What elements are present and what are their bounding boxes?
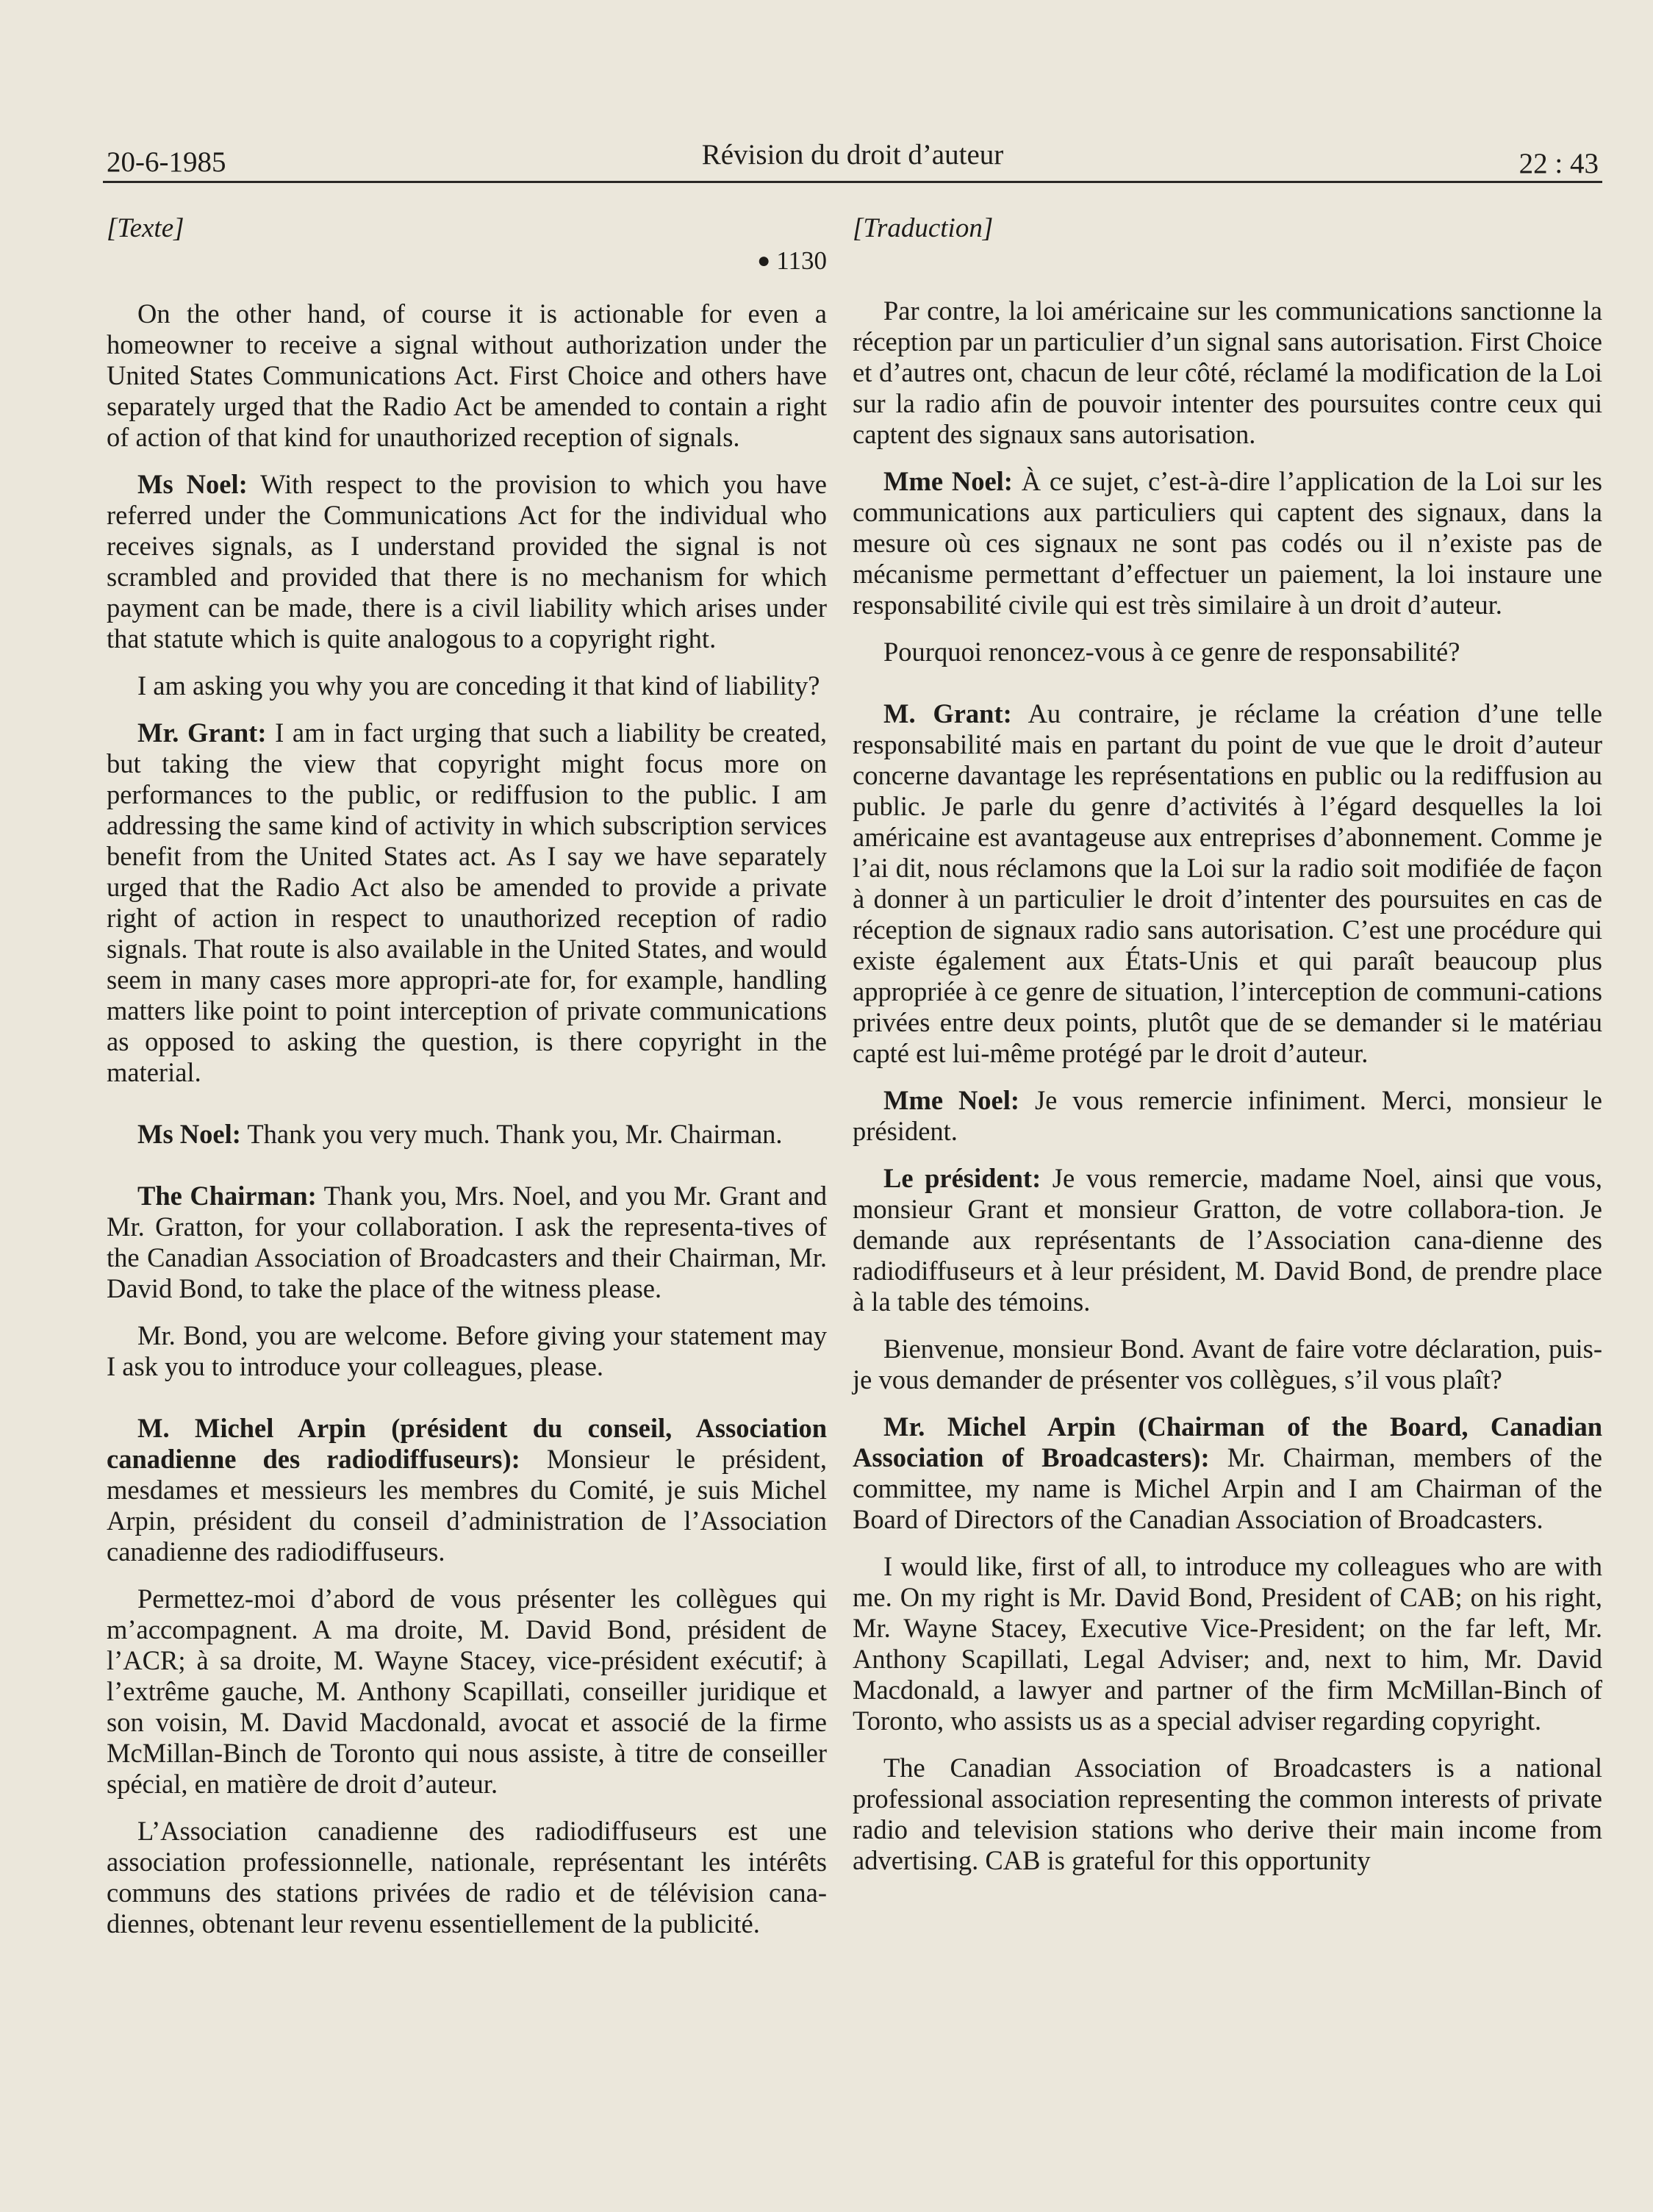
paragraph xyxy=(107,717,827,1088)
paragraph: Bienvenue, monsieur Bond. Avant de faire votre déclaration, puis-je vous demander de présenter vos collègues, s’il vous plaît? xyxy=(853,1334,1602,1395)
speaker-name: Mr. Michel Arpin (Chairman of the Board, Canadian Association of Broadcasters): xyxy=(853,1411,1602,1472)
paragraph-text: Au contraire, je réclame la création d’une telle responsabilité mais en partant du point de vue que le droit d’auteur concerne davantage les représentations en public ou la rediffusion au public. Je parle du genre d’activités à l’égard desquelles la loi américaine est avantageuse aux entreprises d’abonnement. Comme je l’ai dit, nous réclamons que la Loi sur la radio soit modifiée de façon à donner à un particulier le droit d’intenter des poursuites en cas de réception de signaux radio sans autorisation. C’est une procédure qui existe également aux États-Unis et qui paraît beaucoup plus appropriée à ce genre de situation, l’interception de communi-cations privées entre deux points, plutôt que de se demander si le matériau capté est lui-même protégé par le droit d’auteur. xyxy=(853,698,1602,1068)
header-date: 20-6-1985 xyxy=(107,146,226,178)
paragraph-text: I am in fact urging that such a liability be created, but taking the view that copyright might focus more on performances to the public, or rediffusion to the public. I am addressing the same kind of activity in which subscription services benefit from the United States act. As I say we have separately urged that the Radio Act also be amended to provide a private right of action in respect to unauthorized reception of radio signals. That route is also available in the United States, and would seem in many cases more appropri-ate for, for example, handling matters like point to point interception of private communications as opposed to asking the question, is there copyright in the material. xyxy=(107,717,828,1087)
right-label-text: Traduction xyxy=(863,213,983,243)
speaker-name: Le président: xyxy=(883,1163,1041,1193)
speaker-name: Mme Noel: xyxy=(883,466,1013,496)
paragraph xyxy=(107,469,827,654)
paragraph-text: À ce sujet, c’est-à-dire l’application de la Loi sur les communications aux particuliers qui captent des signaux, dans la mesure où ces signaux ne sont pas codés ou il n’existe pas de mécanisme permettant d’effectuer un paiement, la loi instaure une responsabilité civile qui est très similaire à un droit d’auteur. xyxy=(853,466,1602,620)
speaker-name: The Chairman: xyxy=(137,1181,317,1211)
paragraph xyxy=(107,1181,827,1304)
paragraph-text: Je vous remercie, madame Noel, ainsi que vous, monsieur Grant et monsieur Gratton, de votre collabora-tion. Je demande aux représentants de l’Association cana-dienne des radiodiffuseurs et à leur président, M. David Bond, de prendre place à la table des témoins. xyxy=(853,1163,1602,1317)
paragraph xyxy=(107,1413,827,1567)
paragraph xyxy=(107,1119,827,1150)
paragraph xyxy=(853,698,1602,1069)
left-column xyxy=(107,213,827,1955)
header-rule xyxy=(103,181,1602,183)
speaker-name: Mr. Grant: xyxy=(137,717,267,748)
paragraph xyxy=(853,1163,1602,1317)
paragraph-text: Mr. Chairman, members of the committee, my name is Michel Arpin and I am Chairman of the Board of Directors of the Canadian Association of Broadcasters. xyxy=(853,1442,1602,1534)
speaker-name: Ms Noel: xyxy=(137,1119,241,1149)
paragraph-text: Je vous remercie infiniment. Merci, monsieur le président. xyxy=(853,1085,1602,1146)
paragraph: Permettez-moi d’abord de vous présenter les collègues qui m’accompagnent. A ma droite, M. David Bond, président de l’ACR; à sa droite, M. Wayne Stacey, vice-président exécutif; à l’extrême gauche, M. Anthony Scapillati, conseiller juridique et son voisin, M. David Macdonald, avocat et associé de la firme McMillan-Binch de Toronto qui nous assiste, à titre de conseiller spécial, en matière de droit d’auteur. xyxy=(107,1583,827,1799)
header-title: Révision du droit d’auteur xyxy=(701,139,1004,171)
header-page-number: 22 : 43 xyxy=(1518,148,1599,179)
time-marker-text: 1130 xyxy=(776,246,827,275)
paragraph xyxy=(853,1411,1602,1535)
bullet-icon: ● xyxy=(757,248,771,273)
paragraph-text: Monsieur le président, mesdames et messieurs les membres du Comité, je suis Michel Arpin, président du conseil d’administration de l’Association canadienne des radiodiffuseurs. xyxy=(107,1444,827,1567)
paragraph: I would like, first of all, to introduce my colleagues who are with me. On my right is Mr. David Bond, President of CAB; on his right, Mr. Wayne Stacey, Executive Vice-President; on the far left, Mr. Anthony Scapillati, Legal Adviser; and, next to him, Mr. David Macdonald, a lawyer and partner of the firm McMillan-Binch of Toronto, who assists us as a special adviser regarding copyright. xyxy=(853,1551,1602,1736)
page-header xyxy=(107,138,1599,182)
paragraph xyxy=(853,466,1602,620)
speaker-name: M. Grant: xyxy=(883,698,1012,729)
paragraph-text: Thank you, Mrs. Noel, and you Mr. Grant and Mr. Gratton, for your collaboration. I ask the representa-tives of the Canadian Association of Broadcasters and their Chairman, Mr. David Bond, to take the place of the witness please. xyxy=(107,1181,827,1303)
left-column-label: [Texte] xyxy=(107,213,184,243)
paragraph-text: Thank you very much. Thank you, Mr. Chairman. xyxy=(247,1119,783,1149)
speaker-name: Ms Noel: xyxy=(137,469,248,499)
right-column xyxy=(853,213,1602,1892)
paragraph: Pourquoi renoncez-vous à ce genre de responsabilité? xyxy=(883,637,1460,667)
paragraph: L’Association canadienne des radiodiffuseurs est une association professionnelle, nationale, représentant les intérêts communs des stations privées de radio et de télévision cana-diennes, obtenant leur revenu essentiellement de la publicité. xyxy=(107,1816,827,1939)
paragraph: I am asking you why you are conceding it that kind of liability? xyxy=(137,670,820,701)
paragraph: On the other hand, of course it is actionable for even a homeowner to receive a signal without authorization under the United States Communications Act. First Choice and others have separately urged that the Radio Act be amended to contain a right of action of that kind for unauthorized reception of signals. xyxy=(107,298,827,452)
left-label-text: Texte xyxy=(117,213,174,243)
paragraph: The Canadian Association of Broadcasters is a national professional association representing the common interests of private radio and television stations who derive their main income from advertising. CAB is grateful for this opportunity xyxy=(853,1753,1602,1875)
paragraph xyxy=(853,1085,1602,1147)
paragraph: Mr. Bond, you are welcome. Before giving your statement may I ask you to introduce your colleagues, please. xyxy=(107,1320,827,1381)
speaker-name: M. Michel Arpin (président du conseil, Association canadienne des radiodiffuseurs): xyxy=(107,1413,827,1474)
time-marker xyxy=(107,246,827,276)
speaker-name: Mme Noel: xyxy=(883,1085,1020,1115)
paragraph: Par contre, la loi américaine sur les communications sanctionne la réception par un particulier d’un signal sans autorisation. First Choice et d’autres ont, chacun de leur côté, réclamé la modification de la Loi sur la radio afin de pouvoir intenter des poursuites contre ceux qui captent des signaux sans autorisation. xyxy=(853,296,1602,449)
paragraph-text: With respect to the provision to which you have referred under the Communications Act for the individual who receives signals, as I understand provided the signal is not scrambled and provided that there is no mechanism for which payment can be made, there is a civil liability which arises under that statute which is quite analogous to a copyright right. xyxy=(107,469,827,654)
right-column-label: [Traduction] xyxy=(853,213,994,243)
